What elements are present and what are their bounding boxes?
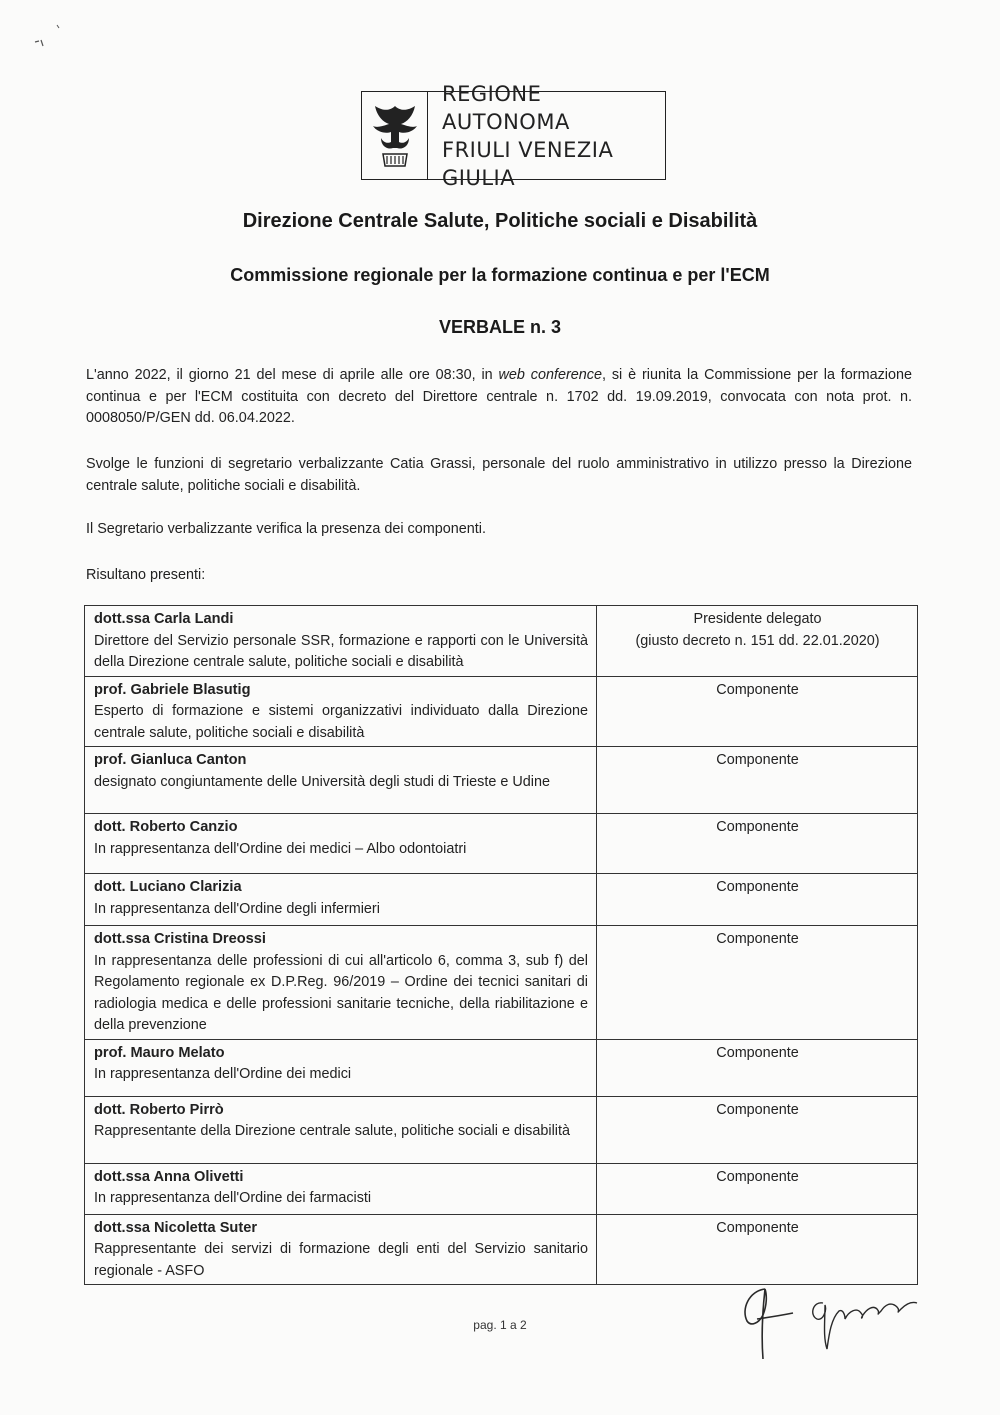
member-name: prof. Mauro Melato (94, 1044, 225, 1061)
eagle-emblem-icon (362, 92, 428, 179)
member-role: Componente (716, 1219, 799, 1236)
role-cell (597, 606, 918, 677)
member-description: Rappresentante della Direzione centrale salute, politiche sociali e disabilità (94, 1123, 570, 1139)
member-role: Componente (716, 1044, 799, 1061)
intro-text-end: , si è riunita la Commissione per la formazione continua e per l'ECM costituita con decreto del Direttore centrale n. 1702 dd. 19.09.2019, convocata con nota prot. n. 0008050/P/GEN dd. 06.04.2022. (86, 367, 912, 426)
role-cell (597, 926, 918, 1040)
member-cell (85, 1163, 597, 1214)
role-cell (597, 747, 918, 814)
member-name: prof. Gianluca Canton (94, 752, 247, 768)
direction-heading: Direzione Centrale Salute, Politiche sociali e Disabilità (242, 210, 758, 232)
member-description: In rappresentanza delle professioni di cui all'articolo 6, comma 3, sub f) del Regolamento regionale ex D.P.Reg. 96/2019 – Ordine dei tecnici sanitari di radiologia medica e delle professioni sanitarie tecniche, della riabilitazione e della prevenzione (94, 952, 588, 1033)
commission-heading: Commissione regionale per la formazione continua e per l'ECM (230, 265, 770, 285)
present-label: Risultano presenti: (86, 567, 206, 583)
role-cell (597, 1096, 918, 1163)
table-row (85, 606, 918, 677)
logo-line-1: REGIONE AUTONOMA (442, 81, 570, 134)
role-cell (597, 1214, 918, 1285)
member-cell (85, 874, 597, 926)
member-role: Componente (716, 681, 799, 698)
member-role: Presidente delegato (693, 611, 822, 627)
table-row (85, 1039, 918, 1096)
intro-text-start: L'anno 2022, il giorno 21 del mese di aprile alle ore 08:30, in (86, 367, 499, 383)
handwritten-signature-icon (727, 1275, 927, 1365)
member-role: Componente (716, 931, 799, 947)
member-description: In rappresentanza dell'Ordine dei medici – Albo odontoiatri (94, 840, 467, 857)
member-name: dott. Roberto Pirrò (94, 1101, 224, 1118)
member-role: Componente (716, 1168, 799, 1185)
role-cell (597, 1039, 918, 1096)
verbale-title: VERBALE n. 3 (438, 317, 562, 337)
table-row (85, 926, 918, 1040)
member-name: dott. Luciano Clarizia (94, 879, 242, 895)
member-description: In rappresentanza dell'Ordine dei medici (94, 1066, 352, 1082)
member-role-note: (giusto decreto n. 151 dd. 22.01.2020) (635, 632, 880, 649)
member-role: Componente (716, 879, 799, 895)
table-row (85, 1214, 918, 1285)
member-description: Direttore del Servizio personale SSR, formazione e rapporti con le Università della Direzione centrale salute, politiche sociali e disabilità (94, 632, 588, 670)
member-description: Rappresentante dei servizi di formazione degli enti del Servizio sanitario regionale - ASFO (94, 1241, 588, 1279)
scan-mark-icon (30, 22, 70, 52)
table-row (85, 1163, 918, 1214)
table-row (85, 874, 918, 926)
member-role: Componente (716, 819, 799, 835)
intro-italic-text: web conference (498, 367, 602, 383)
member-description: In rappresentanza dell'Ordine dei farmacisti (94, 1190, 372, 1206)
member-cell (85, 926, 597, 1040)
member-cell (85, 747, 597, 814)
table-row (85, 676, 918, 747)
member-cell (85, 1039, 597, 1096)
member-cell (85, 1214, 597, 1285)
member-description: Esperto di formazione e sistemi organizzativi individuato dalla Direzione centrale salute, politiche sociali e disabilità (94, 703, 588, 741)
member-name: dott.ssa Anna Olivetti (94, 1168, 244, 1185)
table-row (85, 814, 918, 874)
member-role: Componente (716, 1101, 799, 1118)
members-table (84, 605, 918, 1285)
role-cell (597, 874, 918, 926)
logo-line-2: FRIULI VENEZIA GIULIA (442, 137, 614, 190)
role-cell (597, 1163, 918, 1214)
page-number: pag. 1 a 2 (473, 1318, 527, 1332)
member-cell (85, 814, 597, 874)
member-cell (85, 676, 597, 747)
role-cell (597, 676, 918, 747)
member-description: designato congiuntamente delle Università degli studi di Trieste e Udine (94, 773, 550, 790)
member-cell (85, 606, 597, 677)
member-name: dott.ssa Nicoletta Suter (94, 1219, 257, 1236)
member-description: In rappresentanza dell'Ordine degli infermieri (94, 900, 380, 917)
member-role: Componente (716, 752, 799, 768)
table-row (85, 1096, 918, 1163)
verification-paragraph: Il Segretario verbalizzante verifica la presenza dei componenti. (86, 521, 486, 537)
member-name: prof. Gabriele Blasutig (94, 681, 251, 698)
role-cell (597, 814, 918, 874)
member-name: dott. Roberto Canzio (94, 819, 238, 835)
member-cell (85, 1096, 597, 1163)
secretary-paragraph: Svolge le funzioni di segretario verbalizzante Catia Grassi, personale del ruolo amministrativo in utilizzo presso la Direzione centrale salute, politiche sociali e disabilità. (86, 456, 912, 494)
table-row (85, 747, 918, 814)
member-name: dott.ssa Carla Landi (94, 611, 234, 627)
member-name: dott.ssa Cristina Dreossi (94, 931, 266, 947)
region-logo (361, 81, 666, 190)
intro-paragraph (86, 365, 912, 430)
